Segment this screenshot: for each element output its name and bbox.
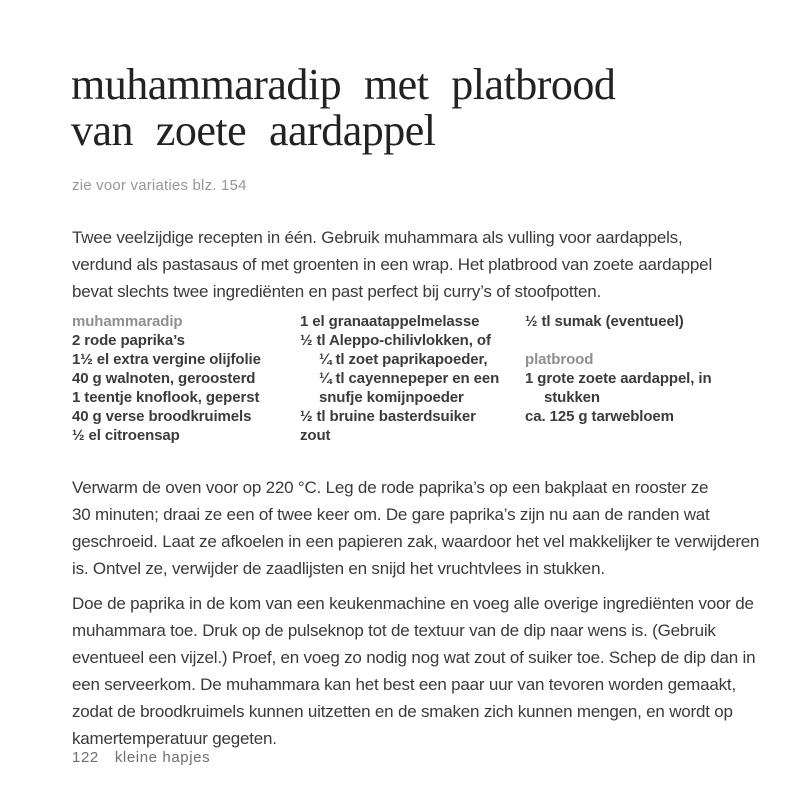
ingredient-column-2 xyxy=(300,312,499,445)
ingredient-line: 2 rode paprika’s xyxy=(72,332,185,349)
method-line: muhammara toe. Druk op de pulseknop tot de textuur van de dip naar wens is. (Gebruik xyxy=(72,621,716,640)
method-paragraph-1 xyxy=(72,474,759,582)
ingredient-line: 40 g walnoten, geroosterd xyxy=(72,370,256,387)
ingredient-line: 40 g verse broodkruimels xyxy=(72,408,252,425)
method-line: is. Ontvel ze, verwijder de zaadlijsten en snijd het vruchtvlees in stukken. xyxy=(72,559,605,578)
method-line: kamertemperatuur gegeten. xyxy=(72,729,277,748)
ingredient-group-header: muhammaradip xyxy=(72,313,183,330)
footer-section-label: kleine hapjes xyxy=(114,749,211,766)
method-paragraph-2 xyxy=(72,590,755,752)
ingredient-line: snufje komijnpoeder xyxy=(319,389,464,406)
ingredient-line: 1½ el extra vergine olijfolie xyxy=(72,351,261,368)
ingredient-line: ½ el citroensap xyxy=(72,427,180,444)
method-line: geschroeid. Laat ze afkoelen in een papieren zak, waardoor het vel makkelijker te verwijderen xyxy=(72,532,760,551)
ingredient-line: zout xyxy=(300,427,331,444)
ingredient-line: ½ tl Aleppo-chilivlokken, of xyxy=(300,332,491,349)
intro-line: verdund als pastasaus of met groenten in een wrap. Het platbrood van zoete aardappel xyxy=(72,255,713,274)
method-line: een serveerkom. De muhammara kan het best een paar uur van tevoren worden gemaakt, xyxy=(72,675,736,694)
ingredient-line: 1 teentje knoflook, geperst xyxy=(72,389,260,406)
footer-page-number: 122 xyxy=(72,749,99,766)
column-spacer xyxy=(525,331,712,350)
page-title-line-2: van zoete aardappel xyxy=(71,106,436,155)
method-line: 30 minuten; draai ze een of twee keer om. De gare paprika’s zijn nu aan de randen wat xyxy=(72,505,710,524)
intro-paragraph xyxy=(72,224,712,305)
method-line: Verwarm de oven voor op 220 °C. Leg de rode paprika’s op een bakplaat en rooster ze xyxy=(72,478,709,497)
method-line: Doe de paprika in de kom van een keukenmachine en voeg alle overige ingrediënten voor de xyxy=(72,594,754,613)
method-line: zodat de broodkruimels kunnen uitzetten en de smaken zich kunnen mengen, en wordt op xyxy=(72,702,733,721)
ingredient-line: ¼ tl zoet paprikapoeder, xyxy=(319,351,488,368)
ingredient-line: ca. 125 g tarwebloem xyxy=(525,408,674,425)
variations-reference: zie voor variaties blz. 154 xyxy=(72,177,247,194)
ingredient-line: ¼ tl cayennepeper en een xyxy=(319,370,500,387)
intro-line: bevat slechts twee ingrediënten en past perfect bij curry’s of stoofpotten. xyxy=(72,282,602,301)
ingredient-line: 1 grote zoete aardappel, in xyxy=(525,370,712,387)
method-line: eventueel een vijzel.) Proef, en voeg zo nodig nog wat zout of suiker toe. Schep de dip dan in xyxy=(72,648,756,667)
ingredient-column-platbrood xyxy=(525,312,712,426)
ingredient-group-header: platbrood xyxy=(525,351,594,368)
ingredient-column-muhammaradip xyxy=(72,312,261,445)
ingredient-line: ½ tl sumak (eventueel) xyxy=(525,313,684,330)
ingredient-line: 1 el granaatappelmelasse xyxy=(300,313,480,330)
ingredient-line: ½ tl bruine basterdsuiker xyxy=(300,408,476,425)
intro-line: Twee veelzijdige recepten in één. Gebruik muhammara als vulling voor aardappels, xyxy=(72,228,683,247)
page-title xyxy=(71,62,615,154)
ingredient-line: stukken xyxy=(544,389,600,406)
page-title-line-1: muhammaradip met platbrood xyxy=(71,60,616,109)
page-footer xyxy=(72,749,210,766)
